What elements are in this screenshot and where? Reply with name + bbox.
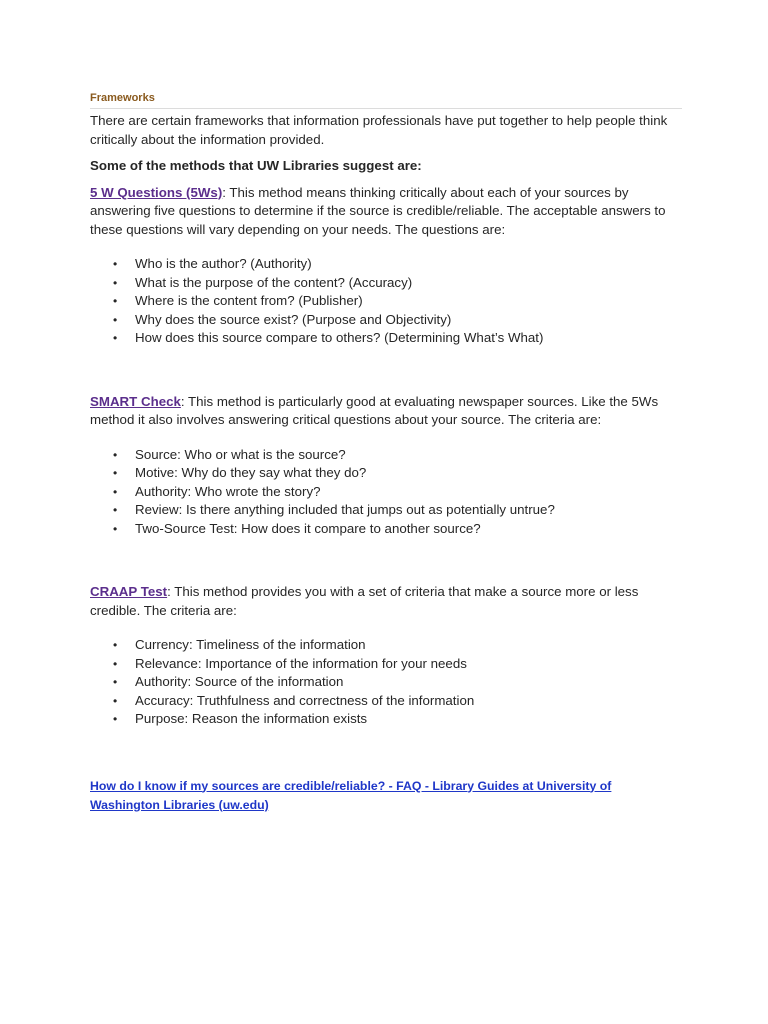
- list-item: • How does this source compare to others? (Determining What’s What): [135, 329, 682, 348]
- spacer: [90, 348, 682, 393]
- bullet-icon: •: [113, 638, 118, 652]
- list-item: • Purpose: Reason the information exists: [135, 710, 682, 729]
- method-description: : This method provides you with a set of criteria that make a source more or less credible. The criteria are:: [90, 584, 639, 618]
- list-item: • Currency: Timeliness of the information: [135, 636, 682, 655]
- bullet-icon: •: [113, 675, 118, 689]
- list-item: • Source: Who or what is the source?: [135, 446, 682, 465]
- bullet-icon: •: [113, 466, 118, 480]
- list-item: • Authority: Who wrote the story?: [135, 483, 682, 502]
- list-item: • Motive: Why do they say what they do?: [135, 464, 682, 483]
- spacer: [90, 729, 682, 777]
- bullet-icon: •: [113, 484, 118, 499]
- method-link-smart[interactable]: SMART Check: [90, 393, 181, 409]
- method-description: : This method is particularly good at evaluating newspaper sources. Like the 5Ws method it also involves answering critical questions about your source. The criteria are:: [90, 393, 659, 427]
- criteria-list-5w: [90, 255, 682, 348]
- bullet-icon: •: [113, 331, 118, 345]
- bullet-icon: •: [113, 693, 118, 708]
- bullet-icon: •: [113, 656, 118, 671]
- section-title: Frameworks: [90, 92, 682, 109]
- list-item: • Authority: Source of the information: [135, 673, 682, 692]
- bullet-icon: •: [113, 312, 118, 327]
- footer-paragraph: [90, 777, 682, 815]
- list-item: • What is the purpose of the content? (Accuracy): [135, 274, 682, 293]
- source-link[interactable]: How do I know if my sources are credible/reliable? - FAQ - Library Guides at University of Washington Libraries (uw.edu): [90, 778, 612, 812]
- list-item: • Accuracy: Truthfulness and correctness of the information: [135, 692, 682, 711]
- bullet-icon: •: [113, 521, 118, 536]
- list-item: • Why does the source exist? (Purpose and Objectivity): [135, 311, 682, 330]
- list-item: • Review: Is there anything included that jumps out as potentially untrue?: [135, 501, 682, 520]
- bullet-icon: •: [113, 275, 118, 290]
- bullet-icon: •: [113, 503, 118, 517]
- bullet-icon: •: [113, 447, 118, 462]
- method-paragraph: [90, 393, 682, 430]
- method-craap: [90, 583, 682, 729]
- method-paragraph: [90, 184, 682, 240]
- bullet-icon: •: [113, 712, 118, 726]
- criteria-list-smart: [90, 446, 682, 539]
- list-item: • Who is the author? (Authority): [135, 255, 682, 274]
- bullet-icon: •: [113, 294, 118, 308]
- criteria-list-craap: [90, 636, 682, 729]
- intro-paragraph: There are certain frameworks that information professionals have put together to help people think critically about the information provided.: [90, 113, 668, 147]
- method-link-craap[interactable]: CRAAP Test: [90, 584, 168, 599]
- document-page: [90, 92, 682, 815]
- method-paragraph: [90, 583, 682, 620]
- list-item: • Relevance: Importance of the information for your needs: [135, 655, 682, 674]
- method-link-5w[interactable]: 5 W Questions (5Ws): [90, 184, 223, 200]
- methods-heading: Some of the methods that UW Libraries suggest are:: [90, 158, 422, 173]
- method-description: : This method means thinking critically about each of your sources by answering five questions to determine if the source is credible/reliable. The acceptable answers to these questions will vary depending on your needs. The questions are:: [90, 184, 666, 237]
- method-5w: [90, 184, 682, 348]
- list-item: • Two-Source Test: How does it compare to another source?: [135, 520, 682, 539]
- method-smart: [90, 393, 682, 539]
- bullet-icon: •: [113, 257, 118, 271]
- spacer: [90, 538, 682, 583]
- list-item: • Where is the content from? (Publisher): [135, 292, 682, 311]
